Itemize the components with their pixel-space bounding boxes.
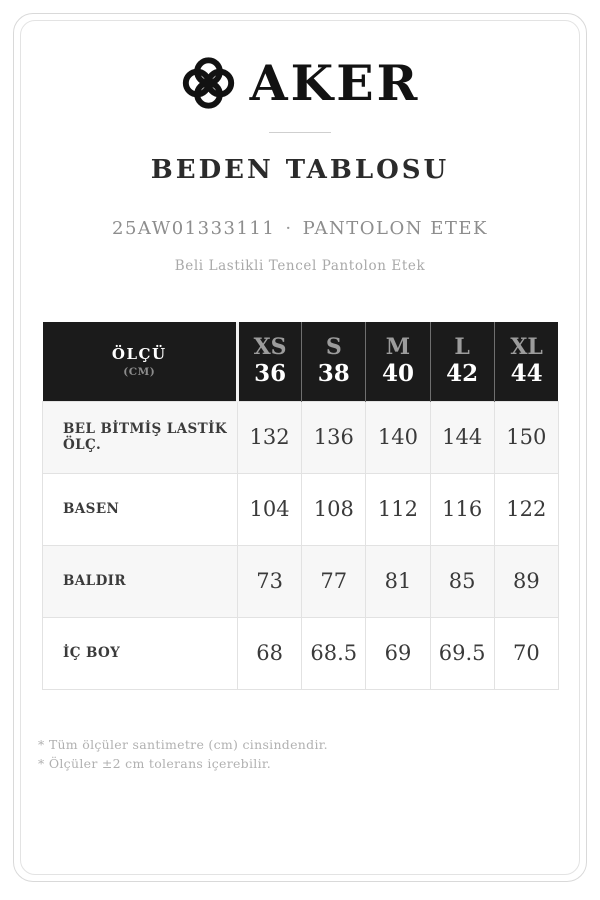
size-letter: S — [325, 333, 342, 360]
product-category: PANTOLON ETEK — [302, 218, 488, 239]
separator-dot: · — [285, 218, 293, 239]
footnote-units: * Tüm ölçüler santimetre (cm) cinsindendir. — [38, 737, 328, 752]
size-header-xs — [238, 322, 302, 401]
cell-value: 136 — [302, 401, 366, 473]
size-header-m — [366, 322, 430, 401]
size-header-s — [302, 322, 366, 401]
measure-label: ÖLÇÜ — [111, 344, 167, 363]
table-row-basen — [43, 473, 559, 545]
cell-value: 132 — [238, 401, 302, 473]
page-title: BEDEN TABLOSU — [150, 155, 450, 185]
table-row-bel — [43, 401, 559, 473]
table-row-icboy — [43, 617, 559, 689]
cell-value: 108 — [302, 473, 366, 545]
footnotes — [38, 735, 328, 773]
cell-value: 69.5 — [430, 617, 494, 689]
cell-value: 70 — [494, 617, 558, 689]
table-row-baldir — [43, 545, 559, 617]
row-label: İÇ BOY — [43, 617, 238, 689]
cell-value: 69 — [366, 617, 430, 689]
aker-rings-logo-icon — [180, 56, 237, 110]
size-letter: XL — [510, 333, 543, 360]
brand-header — [0, 54, 600, 112]
header-divider — [269, 132, 331, 133]
size-header-xl — [494, 322, 558, 401]
cell-value: 144 — [430, 401, 494, 473]
cell-value: 150 — [494, 401, 558, 473]
product-code: 25AW01333111 — [112, 218, 276, 239]
row-label: BALDIR — [43, 545, 238, 617]
footnote-tolerance: * Ölçüler ±2 cm tolerans içerebilir. — [38, 756, 272, 771]
brand-name: AKER — [249, 53, 421, 112]
size-letter: XS — [253, 333, 287, 360]
row-label: BEL BİTMİŞ LASTİK ÖLÇ. — [43, 401, 238, 473]
cell-value: 140 — [366, 401, 430, 473]
cell-value: 116 — [430, 473, 494, 545]
product-code-line — [0, 218, 600, 239]
size-table — [42, 322, 559, 690]
cell-value: 73 — [238, 545, 302, 617]
size-number: 38 — [317, 359, 350, 387]
row-label: BASEN — [43, 473, 238, 545]
cell-value: 68.5 — [302, 617, 366, 689]
cell-value: 85 — [430, 545, 494, 617]
cell-value: 68 — [238, 617, 302, 689]
size-number: 42 — [446, 359, 479, 387]
cell-value: 77 — [302, 545, 366, 617]
product-description: Beli Lastikli Tencel Pantolon Etek — [174, 258, 426, 274]
size-letter: M — [385, 333, 411, 360]
cell-value: 81 — [366, 545, 430, 617]
cell-value: 104 — [238, 473, 302, 545]
cell-value: 89 — [494, 545, 558, 617]
size-number: 44 — [510, 359, 543, 387]
size-number: 40 — [381, 359, 414, 387]
size-header-l — [430, 322, 494, 401]
size-table-header-row — [43, 322, 559, 401]
measure-header-cell — [43, 322, 238, 401]
measure-unit: (CM) — [123, 365, 156, 378]
cell-value: 122 — [494, 473, 558, 545]
size-number: 36 — [254, 359, 287, 387]
size-letter: L — [454, 333, 470, 360]
cell-value: 112 — [366, 473, 430, 545]
